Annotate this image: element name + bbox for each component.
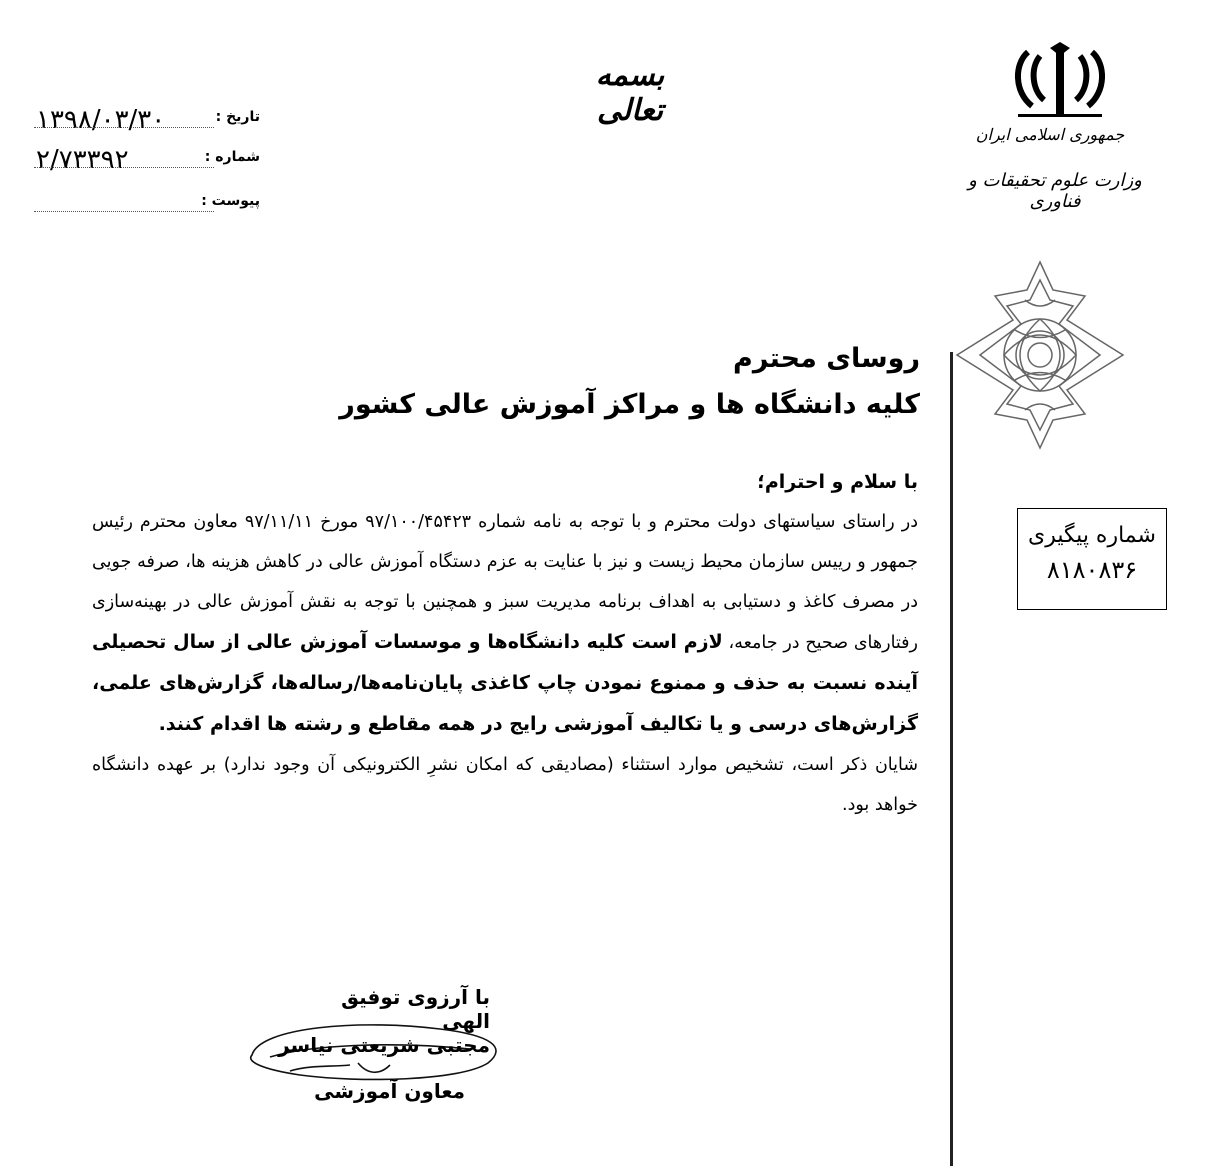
date-label: تاریخ : [215, 109, 260, 125]
number-dots [34, 167, 214, 168]
addressee-line2: کلیه دانشگاه ها و مراکز آموزش عالی کشور [339, 389, 920, 420]
number-row [30, 145, 260, 175]
date-dots [34, 127, 214, 128]
attachment-dots [34, 211, 214, 212]
basmala-heading: بسمه تعالی [595, 58, 665, 128]
government-name: جمهوری اسلامی ایران [975, 125, 1125, 144]
signer-title: معاون آموزشی [314, 1079, 465, 1103]
addressee-line1: روسای محترم [733, 343, 920, 374]
paragraph-2: شایان ذکر است، تشخیص موارد استثناء (مصادیقی که امکان نشرِ الکترونیکی آن وجود ندارد) بر عهده دانشگاه خواهد بود. [92, 755, 918, 815]
margin-rule [950, 352, 953, 1166]
number-value: ۲/۷۳۳۹۲ [36, 145, 129, 175]
tracking-label: شماره پیگیری [1028, 523, 1156, 548]
paragraph-1-normal: در راستای سیاستهای دولت محترم و با توجه به نامه شماره ۹۷/۱۰۰/۴۵۴۲۳ مورخ ۹۷/۱۱/۱۱ معاون محترم رئیس جمهور و رییس سازمان محیط زیست و نیز با عنایت به عزم دستگاه آموزش عالی در کاهش هزینه ها، صرفه جویی در مصرف کاغذ و دستیابی به اهداف برنامه مدیریت سبز و همچنین با توجه به نقش آموزش عالی در بهینه‌سازی رفتارهای صحیح در جامعه، [92, 512, 918, 653]
attachment-label: پیوست : [201, 193, 260, 209]
tracking-value: ۸۱۸۰۸۳۶ [1046, 556, 1138, 584]
signer-name: مجتبی شریعتی نیاسر [278, 1033, 490, 1057]
closing-line: با آرزوی توفیق الهی [341, 985, 490, 1033]
tracking-number-box [1017, 508, 1167, 610]
paragraph-1 [92, 502, 918, 745]
date-row [30, 105, 260, 135]
attachment-row [30, 189, 260, 219]
paragraph-1-bold: لازم است کلیه دانشگاه‌ها و موسسات آموزش عالی از سال تحصیلی آینده نسبت به حذف و ممنوع نمودن چاپ کاغذی پایان‌نامه‌ها/رساله‌ها، گزارش‌های علمی، گزارش‌های درسی و یا تکالیف آموزشی رایج در همه مقاطع و رشته ها اقدام کنند. [92, 631, 918, 735]
greeting: با سلام و احترام؛ [757, 471, 918, 493]
ministry-name: وزارت علوم تحقیقات و فناوری [968, 170, 1142, 212]
letter-body [92, 462, 918, 825]
date-value: ۱۳۹۸/۰۳/۳۰ [36, 105, 166, 135]
number-label: شماره : [204, 149, 260, 165]
ornament-icon [955, 260, 1125, 450]
iran-emblem-icon [1010, 42, 1110, 122]
